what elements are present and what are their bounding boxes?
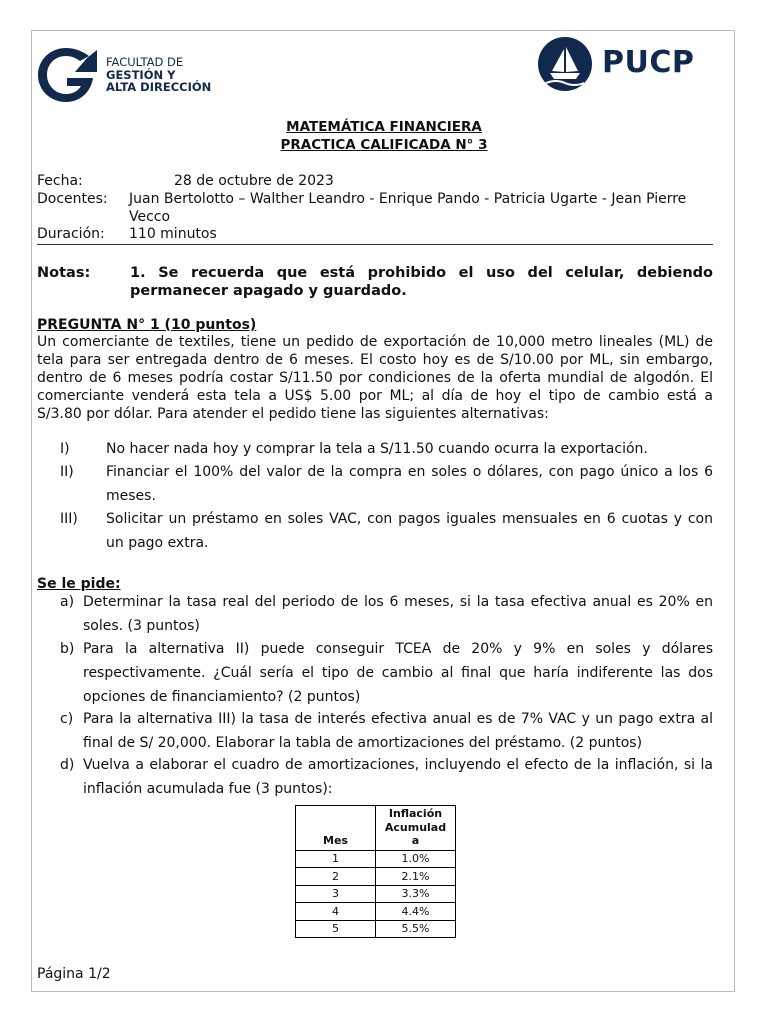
docentes-line-2: Vecco: [129, 209, 171, 225]
faculty-line-2: GESTIÓN Y: [106, 67, 176, 82]
notas-line-2: permanecer apagado y guardado.: [130, 283, 407, 299]
question-letter: b): [60, 641, 75, 657]
pregunta-1-paragraph: [37, 333, 713, 423]
alternative-text: [106, 460, 713, 508]
faculty-line-3: ALTA DIRECCIÓN: [106, 80, 212, 94]
question-letter: a): [60, 594, 75, 610]
inflacion-cell: 2.1%: [376, 868, 456, 886]
question-text: [83, 637, 713, 709]
mes-cell: 3: [296, 885, 376, 903]
duracion-label: Duración:: [37, 226, 105, 242]
question-line: inflación acumulada fue (3 puntos):: [83, 781, 333, 797]
inflacion-cell: 4.4%: [376, 903, 456, 921]
docentes-label: Docentes:: [37, 191, 108, 207]
table-header-row: [296, 806, 456, 851]
alternative-line: No hacer nada hoy y comprar la tela a S/11.50 cuando ocurra la exportación.: [106, 441, 648, 457]
table-row: [296, 903, 456, 921]
fecha-value: 28 de octubre de 2023: [174, 173, 334, 189]
question-line: opciones de financiamiento? (2 puntos): [83, 689, 361, 705]
header-divider: [37, 244, 713, 245]
se-le-pide-heading: Se le pide:: [37, 576, 121, 592]
question-line: Para la alternativa II) puede conseguir TCEA de 20% y 9% en soles y dólares: [83, 641, 713, 657]
page-number: Página 1/2: [37, 966, 111, 982]
alternative-number: II): [60, 464, 74, 480]
question-line: Vuelva a elaborar el cuadro de amortizaciones, incluyendo el efecto de la inflación, si la: [83, 757, 713, 773]
table-row: [296, 885, 456, 903]
question-line: soles. (3 puntos): [83, 618, 200, 634]
paragraph-line: Un comerciante de textiles, tiene un pedido de exportación de 10,000 metro lineales (ML) de: [37, 334, 713, 350]
alternative-number: I): [60, 441, 70, 457]
question-text: [83, 590, 713, 638]
paragraph-line: dentro de 6 meses podría costar S/11.50 por condiciones de la oferta mundial de algodón. El: [37, 370, 713, 386]
inflacion-cell: 1.0%: [376, 850, 456, 868]
mes-cell: 4: [296, 903, 376, 921]
header-line: Inflación: [388, 807, 443, 820]
inflation-table: [295, 805, 456, 938]
paragraph-line: S/3.80 por dólar. Para atender el pedido tiene las siguientes alternativas:: [37, 406, 549, 422]
col-mes-header: Mes: [296, 806, 376, 851]
alternative-number: III): [60, 511, 78, 527]
question-letter: c): [60, 711, 74, 727]
paragraph-line: comerciante venderá esta tela a US$ 5.00 por ML; al día de hoy el tipo de cambio está a: [37, 388, 713, 404]
faculty-line-1: FACULTAD DE: [106, 55, 184, 69]
fecha-label: Fecha:: [37, 173, 83, 189]
alternative-line: un pago extra.: [106, 535, 209, 551]
table-row: [296, 920, 456, 938]
faculty-g-icon: [37, 48, 99, 102]
mes-cell: 2: [296, 868, 376, 886]
inflacion-cell: 3.3%: [376, 885, 456, 903]
question-line: Para la alternativa III) la tasa de interés efectiva anual es de 7% VAC y un pago extra al: [83, 711, 713, 727]
docentes-line-1: Juan Bertolotto – Walther Leandro - Enrique Pando - Patricia Ugarte - Jean Pierre: [129, 191, 687, 207]
table-row: [296, 850, 456, 868]
pucp-logo: [536, 35, 716, 93]
pucp-logo-text: PUCP: [602, 45, 695, 80]
question-line: respectivamente. ¿Cuál sería el tipo de cambio al final que haría indiferente las dos: [83, 665, 713, 681]
header-line: a: [411, 834, 420, 847]
pregunta-1-heading: PREGUNTA N° 1 (10 puntos): [37, 317, 257, 333]
faculty-logo: [37, 46, 237, 106]
question-letter: d): [60, 757, 75, 773]
question-line: Determinar la tasa real del periodo de los 6 meses, si la tasa efectiva anual es 20% en: [83, 594, 713, 610]
notas-line-1: 1. Se recuerda que está prohibido el uso del celular, debiendo: [130, 265, 713, 281]
faculty-logo-text: [106, 56, 211, 94]
course-title: MATEMÁTICA FINANCIERA: [286, 119, 482, 135]
question-line: final de S/ 20,000. Elaborar la tabla de amortizaciones del préstamo. (2 puntos): [83, 735, 643, 751]
header-line: Acumulad: [384, 820, 447, 834]
mes-cell: 5: [296, 920, 376, 938]
alternative-line: meses.: [106, 488, 156, 504]
alternative-line: Financiar el 100% del valor de la compra en soles o dólares, con pago único a los 6: [106, 464, 713, 480]
notas-label: Notas:: [37, 265, 91, 281]
exam-page: [31, 30, 735, 992]
question-text: [83, 707, 713, 755]
inflacion-cell: 5.5%: [376, 920, 456, 938]
pucp-shield-icon: [536, 37, 594, 91]
alternative-line: Solicitar un préstamo en soles VAC, con pagos iguales mensuales en 6 cuotas y con: [106, 511, 713, 527]
alternative-text: [106, 437, 713, 461]
mes-cell: 1: [296, 850, 376, 868]
question-text: [83, 753, 713, 801]
exam-title: PRACTICA CALIFICADA N° 3: [280, 137, 488, 153]
table-row: [296, 868, 456, 886]
col-inflacion-header: [376, 806, 456, 851]
duracion-value: 110 minutos: [129, 226, 217, 242]
alternative-text: [106, 507, 713, 555]
paragraph-line: tela para ser entregada dentro de 6 meses. El costo hoy es de S/10.00 por ML, sin embargo,: [37, 352, 713, 368]
